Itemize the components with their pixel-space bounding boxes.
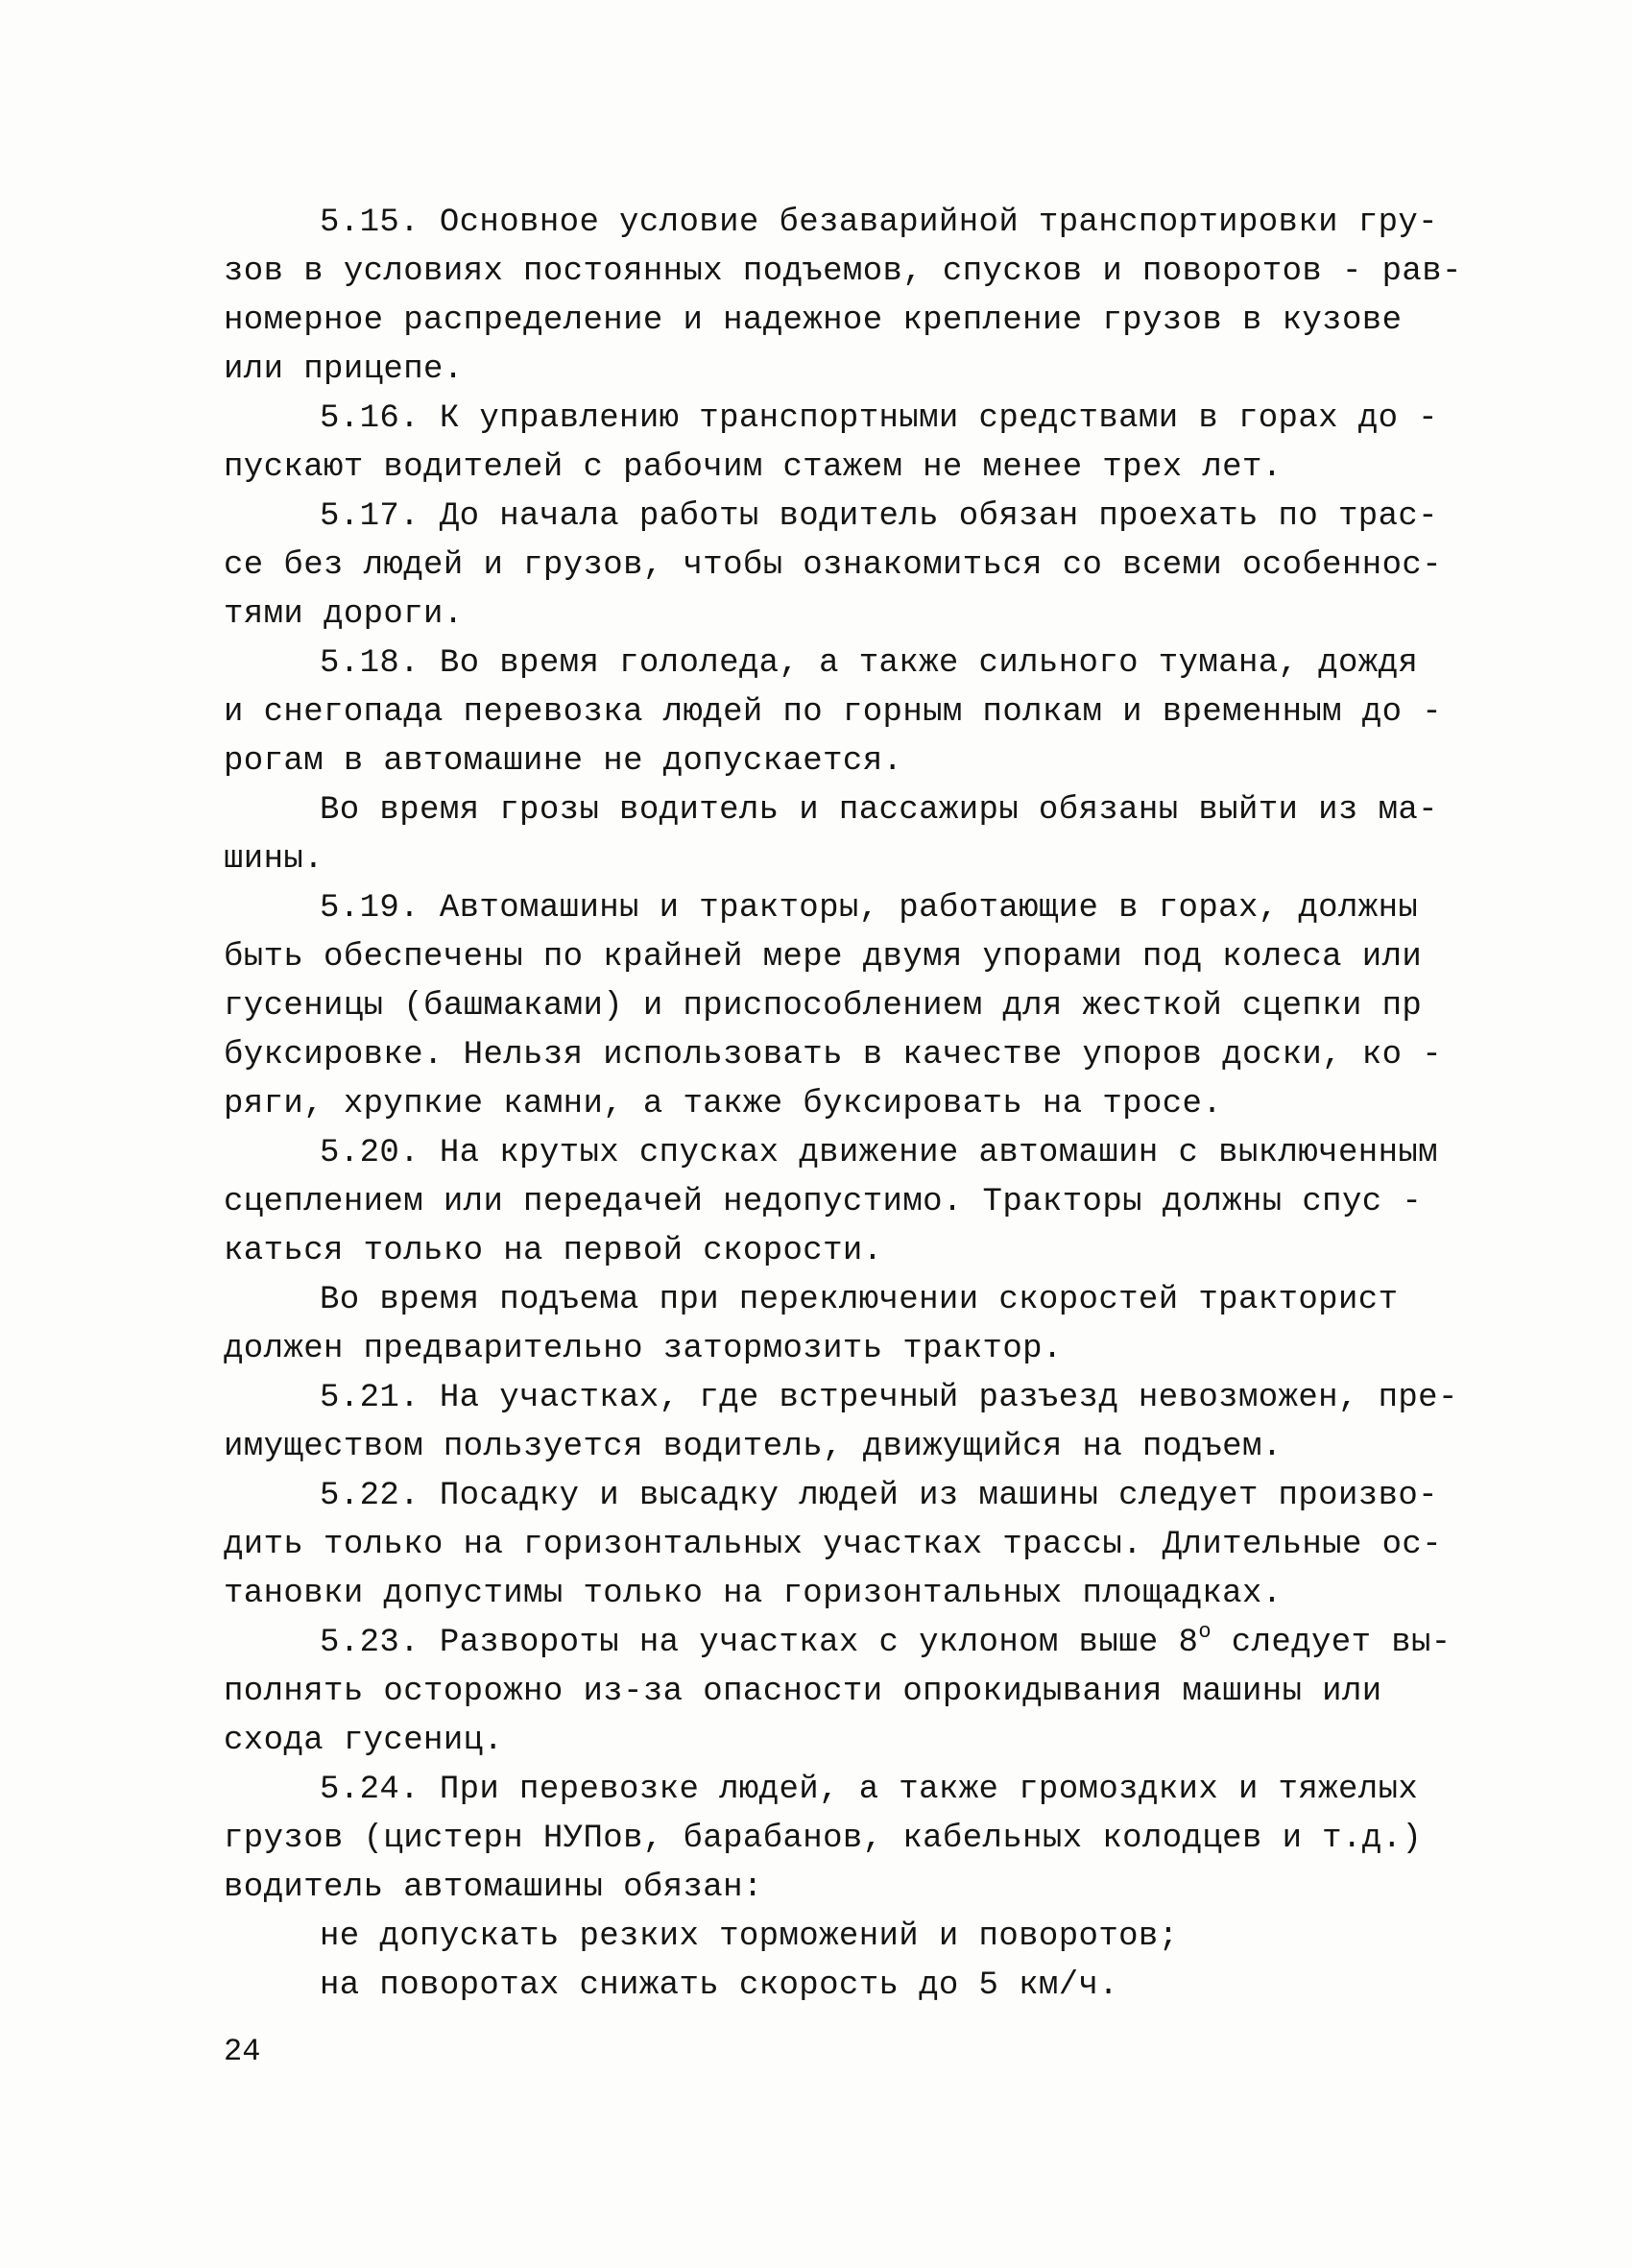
text-line: 5.18. Во время гололеда, а также сильного тумана, дождя — [320, 645, 1419, 682]
text-line: полнять осторожно из-за опасности опрокидывания машины или — [224, 1674, 1382, 1710]
text-line: водитель автомашины обязан: — [224, 1870, 763, 1906]
text-line: тановки допустимы только на горизонтальных площадках. — [224, 1576, 1283, 1612]
text-line: не допускать резких торможений и поворотов; — [320, 1918, 1179, 1955]
text-line: 5.24. При перевозке людей, а также громоздких и тяжелых — [320, 1772, 1419, 1808]
text-line: зов в условиях постоянных подъемов, спусков и поворотов - рав- — [224, 253, 1462, 290]
text-line: буксировке. Нельзя использовать в качестве упоров доски, ко - — [224, 1037, 1443, 1074]
text-line: или прицепе. — [224, 351, 464, 388]
text-line-head: 5.23. Развороты на участках с уклоном выше 8 — [320, 1625, 1199, 1661]
text-line: 5.17. До начала работы водитель обязан проехать по трас- — [320, 498, 1438, 535]
text-line: 5.21. На участках, где встречный разъезд невозможен, пре- — [320, 1380, 1458, 1416]
text-line — [320, 1620, 1452, 1661]
text-line: должен предварительно затормозить трактор. — [224, 1331, 1063, 1367]
text-line: тями дороги. — [224, 596, 464, 633]
text-line: быть обеспечены по крайней мере двумя упорами под колеса или — [224, 939, 1423, 976]
page-number: 24 — [224, 2034, 261, 2069]
text-line: Во время грозы водитель и пассажиры обязаны выйти из ма- — [320, 792, 1438, 829]
text-line: каться только на первой скорости. — [224, 1233, 883, 1269]
text-line: 5.16. К управлению транспортными средствами в горах до - — [320, 400, 1438, 437]
text-line: сцеплением или передачей недопустимо. Тракторы должны спус - — [224, 1184, 1423, 1220]
text-line: на поворотах снижать скорость до 5 км/ч. — [320, 1967, 1119, 2004]
text-line: имуществом пользуется водитель, движущийся на подъем. — [224, 1429, 1283, 1465]
text-line: дить только на горизонтальных участках трассы. Длительные ос- — [224, 1527, 1443, 1563]
text-line-tail: следует вы- — [1211, 1625, 1452, 1661]
text-line: пускают водителей с рабочим стажем не менее трех лет. — [224, 449, 1283, 486]
text-line: схода гусениц. — [224, 1723, 504, 1759]
text-line: ряги, хрупкие камни, а также буксировать на тросе. — [224, 1086, 1223, 1122]
text-line: грузов (цистерн НУПов, барабанов, кабельных колодцев и т.д.) — [224, 1821, 1423, 1857]
text-line: 5.20. На крутых спусках движение автомашин с выключенным — [320, 1135, 1438, 1171]
text-line: и снегопада перевозка людей по горным полкам и временным до - — [224, 694, 1443, 731]
text-line: шины. — [224, 841, 324, 878]
text-line: 5.15. Основное условие безаварийной транспортировки гру- — [320, 205, 1438, 241]
text-line: 5.22. Посадку и высадку людей из машины следует произво- — [320, 1478, 1438, 1514]
text-line: Во время подъема при переключении скоростей тракторист — [320, 1282, 1399, 1318]
text-line: се без людей и грузов, чтобы ознакомиться со всеми особеннос- — [224, 547, 1443, 584]
text-line: гусеницы (башмаками) и приспособлением для жесткой сцепки пр — [224, 988, 1423, 1025]
text-line: 5.19. Автомашины и тракторы, работающие в горах, должны — [320, 890, 1419, 927]
degree-superscript: o — [1198, 1620, 1212, 1644]
text-line: рогам в автомашине не допускается. — [224, 743, 903, 780]
text-line: номерное распределение и надежное крепление грузов в кузове — [224, 302, 1403, 339]
